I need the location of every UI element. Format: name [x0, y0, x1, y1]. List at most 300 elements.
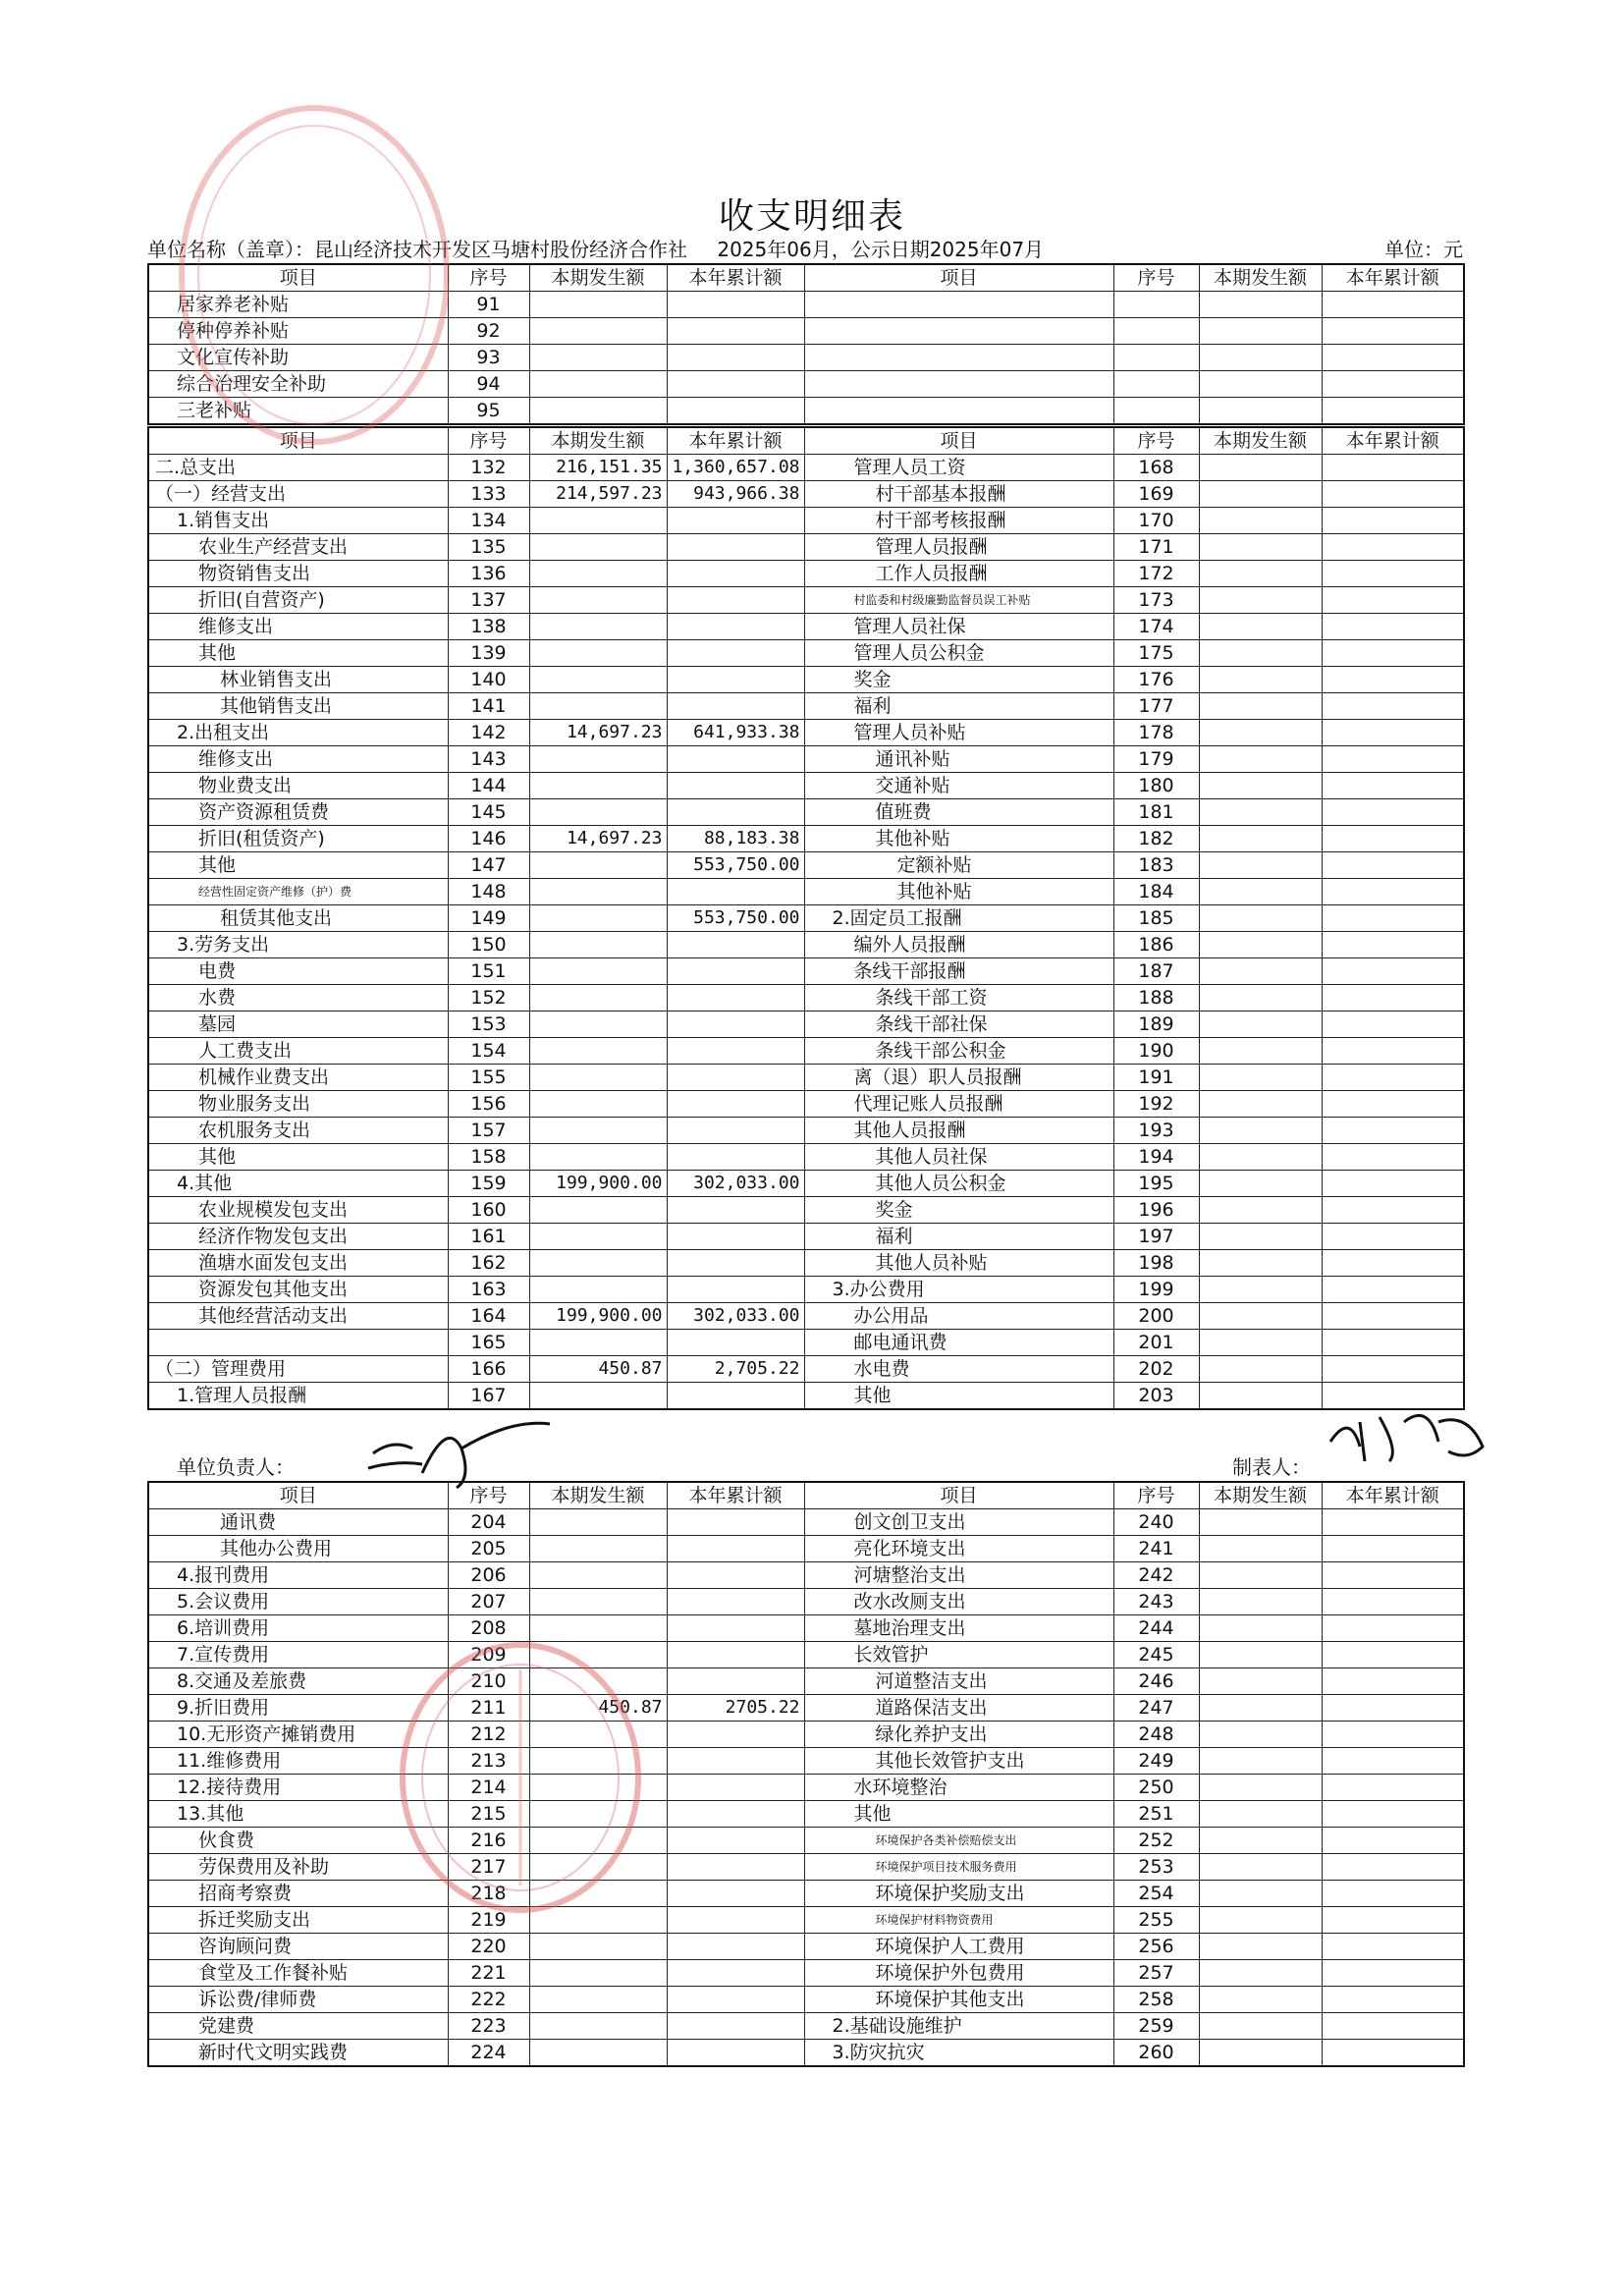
table-row — [148, 1642, 1464, 1668]
seq-cell: 188 — [1113, 985, 1199, 1011]
seq-cell: 185 — [1113, 905, 1199, 932]
table-row — [148, 1589, 1464, 1615]
table-row — [148, 773, 1464, 799]
seq-cell: 252 — [1113, 1828, 1199, 1854]
empty-cell — [1113, 345, 1199, 371]
col-header-current: 本期发生额 — [1199, 427, 1322, 455]
left-item-cell: 其他 — [148, 1144, 448, 1171]
current-amount-cell — [1199, 1748, 1322, 1775]
seq-cell: 245 — [1113, 1642, 1199, 1668]
seq-cell: 214 — [448, 1775, 529, 1801]
left-item-cell: 12.接待费用 — [148, 1775, 448, 1801]
left-item-cell: 咨询顾问费 — [148, 1934, 448, 1960]
right-item-cell: 改水改厕支出 — [804, 1589, 1113, 1615]
ytd-amount-cell — [667, 1224, 804, 1250]
left-item-cell: 机械作业费支出 — [148, 1065, 448, 1091]
left-item-cell: 物业服务支出 — [148, 1091, 448, 1118]
ytd-amount-cell: 302,033.00 — [667, 1171, 804, 1197]
left-item-cell: 维修支出 — [148, 746, 448, 773]
left-item-cell: 经济作物发包支出 — [148, 1224, 448, 1250]
table-row — [148, 746, 1464, 773]
ytd-amount-cell: 88,183.38 — [667, 826, 804, 852]
seq-cell: 143 — [448, 746, 529, 773]
right-item-cell: 其他人员社保 — [804, 1144, 1113, 1171]
left-item-cell: 8.交通及差旅费 — [148, 1668, 448, 1695]
ytd-amount-cell — [667, 1277, 804, 1303]
table-row — [148, 958, 1464, 985]
ytd-amount-cell: 641,933.38 — [667, 720, 804, 746]
left-item-cell: 伙食费 — [148, 1828, 448, 1854]
current-amount-cell — [1199, 1987, 1322, 2013]
seq-cell: 193 — [1113, 1118, 1199, 1144]
ytd-amount-cell — [1322, 455, 1464, 481]
ytd-amount-cell — [1322, 1038, 1464, 1065]
left-item-cell: 人工费支出 — [148, 1038, 448, 1065]
ytd-amount-cell — [667, 1509, 804, 1536]
ytd-amount-cell — [1322, 1250, 1464, 1277]
left-item-cell: 三老补贴 — [148, 398, 448, 425]
right-item-cell: 其他人员补贴 — [804, 1250, 1113, 1277]
table-row — [148, 1695, 1464, 1722]
table-row — [148, 1801, 1464, 1828]
current-amount-cell: 450.87 — [529, 1356, 667, 1383]
table-row — [148, 1881, 1464, 1907]
seq-cell: 247 — [1113, 1695, 1199, 1722]
left-item-cell: 招商考察费 — [148, 1881, 448, 1907]
table-row — [148, 799, 1464, 826]
right-item-cell: 其他长效管护支出 — [804, 1748, 1113, 1775]
ytd-amount-cell — [667, 640, 804, 667]
seq-cell: 133 — [448, 481, 529, 508]
current-amount-cell — [529, 1038, 667, 1065]
seq-cell: 203 — [1113, 1383, 1199, 1410]
current-amount-cell — [529, 1934, 667, 1960]
table-row — [148, 508, 1464, 534]
ytd-amount-cell — [1322, 1011, 1464, 1038]
right-item-cell: 环境保护外包费用 — [804, 1960, 1113, 1987]
ytd-amount-cell — [667, 1668, 804, 1695]
right-item-cell: 水环境整治 — [804, 1775, 1113, 1801]
ytd-amount-cell — [667, 2040, 804, 2067]
seq-cell: 135 — [448, 534, 529, 561]
right-item-cell: 管理人员工资 — [804, 455, 1113, 481]
current-amount-cell — [1199, 1509, 1322, 1536]
current-amount-cell — [529, 799, 667, 826]
ytd-amount-cell — [667, 985, 804, 1011]
current-amount-cell — [1199, 773, 1322, 799]
ytd-amount-cell — [1322, 1330, 1464, 1356]
table-row — [148, 2040, 1464, 2067]
table-row — [148, 292, 1464, 318]
current-amount-cell — [1199, 2013, 1322, 2040]
seq-cell: 138 — [448, 614, 529, 640]
ytd-amount-cell — [1322, 746, 1464, 773]
left-item-cell: 5.会议费用 — [148, 1589, 448, 1615]
ytd-amount-cell — [1322, 852, 1464, 879]
seq-cell: 192 — [1113, 1091, 1199, 1118]
left-item-cell: 维修支出 — [148, 614, 448, 640]
left-item-cell: 经营性固定资产维修（护）费 — [148, 879, 448, 905]
left-item-cell: 折旧(租赁资产) — [148, 826, 448, 852]
current-amount-cell — [1199, 640, 1322, 667]
empty-cell — [804, 292, 1113, 318]
current-amount-cell — [1199, 1091, 1322, 1118]
current-amount-cell — [1199, 1277, 1322, 1303]
ytd-amount-cell — [667, 1144, 804, 1171]
right-item-cell: 创文创卫支出 — [804, 1509, 1113, 1536]
col-header-ytd: 本年累计额 — [1322, 427, 1464, 455]
seq-cell: 221 — [448, 1960, 529, 1987]
seq-cell: 215 — [448, 1801, 529, 1828]
table-row — [148, 534, 1464, 561]
table-row — [148, 1118, 1464, 1144]
left-item-cell: 其他经营活动支出 — [148, 1303, 448, 1330]
seq-cell: 187 — [1113, 958, 1199, 985]
seq-cell: 142 — [448, 720, 529, 746]
current-amount-cell — [529, 1277, 667, 1303]
col-header-item: 项目 — [804, 1482, 1113, 1509]
page-title: 收支明细表 — [718, 196, 905, 237]
current-amount-cell — [1199, 1828, 1322, 1854]
ytd-amount-cell — [1322, 1668, 1464, 1695]
preparer-label: 制表人： — [1232, 1455, 1311, 1479]
header-line — [147, 234, 1463, 262]
ytd-amount-cell — [1322, 1642, 1464, 1668]
right-item-cell: 墓地治理支出 — [804, 1615, 1113, 1642]
right-item-cell: 环境保护材料物资费用 — [804, 1907, 1113, 1934]
current-amount-cell — [1199, 1171, 1322, 1197]
seq-cell: 183 — [1113, 852, 1199, 879]
col-header-seq: 序号 — [448, 264, 529, 292]
ytd-amount-cell — [1322, 1775, 1464, 1801]
current-amount-cell — [1199, 667, 1322, 693]
current-amount-cell — [529, 932, 667, 958]
current-amount-cell: 450.87 — [529, 1695, 667, 1722]
col-header-item: 项目 — [804, 427, 1113, 455]
ytd-amount-cell — [1322, 773, 1464, 799]
table-subsidies — [147, 263, 1465, 425]
ytd-amount-cell — [667, 1854, 804, 1881]
table-row — [148, 1509, 1464, 1536]
seq-cell: 260 — [1113, 2040, 1199, 2067]
current-amount-cell — [1199, 1668, 1322, 1695]
current-amount-cell — [1199, 1854, 1322, 1881]
table-row — [148, 481, 1464, 508]
right-item-cell: 福利 — [804, 693, 1113, 720]
current-amount-cell — [1199, 1250, 1322, 1277]
current-amount-cell — [1199, 1065, 1322, 1091]
seq-cell: 211 — [448, 1695, 529, 1722]
empty-cell — [667, 345, 804, 371]
ytd-amount-cell — [667, 1038, 804, 1065]
ytd-amount-cell — [667, 1330, 804, 1356]
unit-label: 单位：元 — [1384, 238, 1463, 261]
ytd-amount-cell — [667, 1562, 804, 1589]
seq-cell: 202 — [1113, 1356, 1199, 1383]
current-amount-cell — [1199, 1562, 1322, 1589]
seq-cell: 146 — [448, 826, 529, 852]
empty-cell — [804, 345, 1113, 371]
seq-cell: 207 — [448, 1589, 529, 1615]
seq-cell: 167 — [448, 1383, 529, 1410]
current-amount-cell — [529, 1330, 667, 1356]
current-amount-cell — [1199, 693, 1322, 720]
seq-cell: 250 — [1113, 1775, 1199, 1801]
ytd-amount-cell — [1322, 1277, 1464, 1303]
right-item-cell: 奖金 — [804, 667, 1113, 693]
right-item-cell: 邮电通讯费 — [804, 1330, 1113, 1356]
ytd-amount-cell: 302,033.00 — [667, 1303, 804, 1330]
ytd-amount-cell — [1322, 1960, 1464, 1987]
table-row — [148, 345, 1464, 371]
current-amount-cell — [1199, 508, 1322, 534]
seq-cell: 182 — [1113, 826, 1199, 852]
col-header-current: 本期发生额 — [529, 427, 667, 455]
ytd-amount-cell — [667, 799, 804, 826]
ytd-amount-cell — [667, 1536, 804, 1562]
table-row — [148, 614, 1464, 640]
col-header-ytd: 本年累计额 — [667, 264, 804, 292]
ytd-amount-cell — [1322, 1356, 1464, 1383]
left-item-cell: （一）经营支出 — [148, 481, 448, 508]
right-item-cell: 办公用品 — [804, 1303, 1113, 1330]
current-amount-cell — [1199, 1330, 1322, 1356]
empty-cell — [529, 292, 667, 318]
seq-cell: 171 — [1113, 534, 1199, 561]
current-amount-cell — [1199, 958, 1322, 985]
current-amount-cell — [529, 1224, 667, 1250]
current-amount-cell: 199,900.00 — [529, 1303, 667, 1330]
current-amount-cell — [1199, 614, 1322, 640]
current-amount-cell — [1199, 1303, 1322, 1330]
ytd-amount-cell — [1322, 932, 1464, 958]
table-row — [148, 1668, 1464, 1695]
current-amount-cell — [529, 1011, 667, 1038]
ytd-amount-cell — [1322, 693, 1464, 720]
left-item-cell: 11.维修费用 — [148, 1748, 448, 1775]
signature-responsible — [353, 1399, 569, 1493]
right-item-cell: 条线干部社保 — [804, 1011, 1113, 1038]
col-header-ytd: 本年累计额 — [667, 1482, 804, 1509]
left-item-cell: 3.劳务支出 — [148, 932, 448, 958]
ytd-amount-cell — [667, 1642, 804, 1668]
empty-cell — [667, 398, 804, 425]
ytd-amount-cell — [1322, 561, 1464, 587]
right-item-cell: 通讯补贴 — [804, 746, 1113, 773]
seq-cell: 161 — [448, 1224, 529, 1250]
right-item-cell: 环境保护奖励支出 — [804, 1881, 1113, 1907]
current-amount-cell — [529, 852, 667, 879]
current-amount-cell — [529, 746, 667, 773]
ytd-amount-cell — [1322, 799, 1464, 826]
seq-cell: 186 — [1113, 932, 1199, 958]
ytd-amount-cell — [667, 1118, 804, 1144]
ytd-amount-cell — [667, 561, 804, 587]
current-amount-cell — [529, 1801, 667, 1828]
empty-cell — [529, 398, 667, 425]
seq-cell: 153 — [448, 1011, 529, 1038]
current-amount-cell — [529, 1589, 667, 1615]
seq-cell: 195 — [1113, 1171, 1199, 1197]
current-amount-cell — [529, 1562, 667, 1589]
ytd-amount-cell: 553,750.00 — [667, 852, 804, 879]
right-item-cell: 定额补贴 — [804, 852, 1113, 879]
current-amount-cell — [1199, 852, 1322, 879]
table-row — [148, 371, 1464, 398]
current-amount-cell — [1199, 932, 1322, 958]
ytd-amount-cell — [1322, 1615, 1464, 1642]
seq-cell: 155 — [448, 1065, 529, 1091]
ytd-amount-cell — [1322, 720, 1464, 746]
current-amount-cell — [529, 1250, 667, 1277]
current-amount-cell — [529, 1509, 667, 1536]
left-item-cell: 资源发包其他支出 — [148, 1277, 448, 1303]
table-row — [148, 667, 1464, 693]
empty-cell — [1199, 318, 1322, 345]
seq-cell: 172 — [1113, 561, 1199, 587]
ytd-amount-cell — [667, 746, 804, 773]
seq-cell: 165 — [448, 1330, 529, 1356]
ytd-amount-cell — [667, 958, 804, 985]
ytd-amount-cell — [1322, 1383, 1464, 1410]
current-amount-cell — [1199, 1011, 1322, 1038]
seq-cell: 95 — [448, 398, 529, 425]
current-amount-cell — [1199, 720, 1322, 746]
empty-cell — [1322, 345, 1464, 371]
empty-cell — [804, 398, 1113, 425]
left-item-cell: 13.其他 — [148, 1801, 448, 1828]
table-row — [148, 1224, 1464, 1250]
current-amount-cell — [1199, 985, 1322, 1011]
left-item-cell: 折旧(自营资产) — [148, 587, 448, 614]
ytd-amount-cell — [1322, 1171, 1464, 1197]
right-item-cell: 3.防灾抗灾 — [804, 2040, 1113, 2067]
org-name: 单位名称（盖章）：昆山经济技术开发区马塘村股份经济合作社 — [147, 238, 687, 261]
seq-cell: 139 — [448, 640, 529, 667]
seq-cell: 208 — [448, 1615, 529, 1642]
seq-cell: 134 — [448, 508, 529, 534]
ytd-amount-cell — [667, 1775, 804, 1801]
left-item-cell: 其他销售支出 — [148, 693, 448, 720]
empty-cell — [1322, 318, 1464, 345]
left-item-cell: 物业费支出 — [148, 773, 448, 799]
right-item-cell: 其他补贴 — [804, 879, 1113, 905]
ytd-amount-cell — [1322, 1589, 1464, 1615]
seq-cell: 179 — [1113, 746, 1199, 773]
table-row — [148, 587, 1464, 614]
empty-cell — [1113, 292, 1199, 318]
empty-cell — [667, 318, 804, 345]
ytd-amount-cell — [1322, 1907, 1464, 1934]
ytd-amount-cell — [1322, 985, 1464, 1011]
ytd-amount-cell — [1322, 1562, 1464, 1589]
current-amount-cell — [1199, 1144, 1322, 1171]
ytd-amount-cell — [1322, 481, 1464, 508]
empty-cell — [1322, 292, 1464, 318]
ytd-amount-cell — [1322, 1854, 1464, 1881]
current-amount-cell — [529, 1536, 667, 1562]
current-amount-cell — [1199, 1589, 1322, 1615]
empty-cell — [529, 345, 667, 371]
table-row — [148, 1748, 1464, 1775]
left-item-cell: 水费 — [148, 985, 448, 1011]
ytd-amount-cell — [667, 1250, 804, 1277]
left-item-cell: 4.其他 — [148, 1171, 448, 1197]
current-amount-cell — [1199, 1383, 1322, 1410]
current-amount-cell — [1199, 1224, 1322, 1250]
seq-cell: 94 — [448, 371, 529, 398]
left-item-cell: 通讯费 — [148, 1509, 448, 1536]
right-item-cell: 管理人员公积金 — [804, 640, 1113, 667]
table-row — [148, 852, 1464, 879]
seq-cell: 240 — [1113, 1509, 1199, 1536]
current-amount-cell — [1199, 2040, 1322, 2067]
ytd-amount-cell — [667, 1383, 804, 1410]
right-item-cell: 奖金 — [804, 1197, 1113, 1224]
ytd-amount-cell — [1322, 905, 1464, 932]
right-item-cell: 村干部考核报酬 — [804, 508, 1113, 534]
current-amount-cell — [529, 1383, 667, 1410]
seq-cell: 200 — [1113, 1303, 1199, 1330]
right-item-cell: 管理人员补贴 — [804, 720, 1113, 746]
header-row — [148, 1482, 1464, 1509]
ytd-amount-cell — [1322, 1144, 1464, 1171]
seq-cell: 198 — [1113, 1250, 1199, 1277]
seq-cell: 177 — [1113, 693, 1199, 720]
empty-cell — [1113, 398, 1199, 425]
current-amount-cell — [1199, 1197, 1322, 1224]
current-amount-cell — [529, 1642, 667, 1668]
ytd-amount-cell — [667, 1091, 804, 1118]
seq-cell: 137 — [448, 587, 529, 614]
seq-cell: 248 — [1113, 1722, 1199, 1748]
empty-cell — [1322, 398, 1464, 425]
table-row — [148, 1277, 1464, 1303]
right-item-cell: 条线干部公积金 — [804, 1038, 1113, 1065]
left-item-cell: 7.宣传费用 — [148, 1642, 448, 1668]
left-item-cell: （二）管理费用 — [148, 1356, 448, 1383]
empty-cell — [1199, 371, 1322, 398]
left-item-cell: 拆迁奖励支出 — [148, 1907, 448, 1934]
right-item-cell: 其他 — [804, 1801, 1113, 1828]
seq-cell: 174 — [1113, 614, 1199, 640]
ytd-amount-cell: 2,705.22 — [667, 1356, 804, 1383]
table-row — [148, 1934, 1464, 1960]
table-row — [148, 398, 1464, 425]
current-amount-cell — [529, 693, 667, 720]
right-item-cell: 亮化环境支出 — [804, 1536, 1113, 1562]
seq-cell: 199 — [1113, 1277, 1199, 1303]
seq-cell: 136 — [448, 561, 529, 587]
seq-cell: 258 — [1113, 1987, 1199, 2013]
current-amount-cell — [1199, 746, 1322, 773]
ytd-amount-cell — [1322, 1748, 1464, 1775]
seq-cell: 147 — [448, 852, 529, 879]
right-item-cell: 河塘整治支出 — [804, 1562, 1113, 1589]
seq-cell: 93 — [448, 345, 529, 371]
right-item-cell: 环境保护各类补偿赔偿支出 — [804, 1828, 1113, 1854]
seq-cell: 243 — [1113, 1589, 1199, 1615]
current-amount-cell — [1199, 534, 1322, 561]
right-item-cell: 环境保护项目技术服务费用 — [804, 1854, 1113, 1881]
seq-cell: 170 — [1113, 508, 1199, 534]
current-amount-cell — [529, 1907, 667, 1934]
ytd-amount-cell — [1322, 1801, 1464, 1828]
right-item-cell: 其他人员报酬 — [804, 1118, 1113, 1144]
table-expenses — [147, 426, 1465, 1410]
ytd-amount-cell — [1322, 879, 1464, 905]
left-item-cell: 林业销售支出 — [148, 667, 448, 693]
